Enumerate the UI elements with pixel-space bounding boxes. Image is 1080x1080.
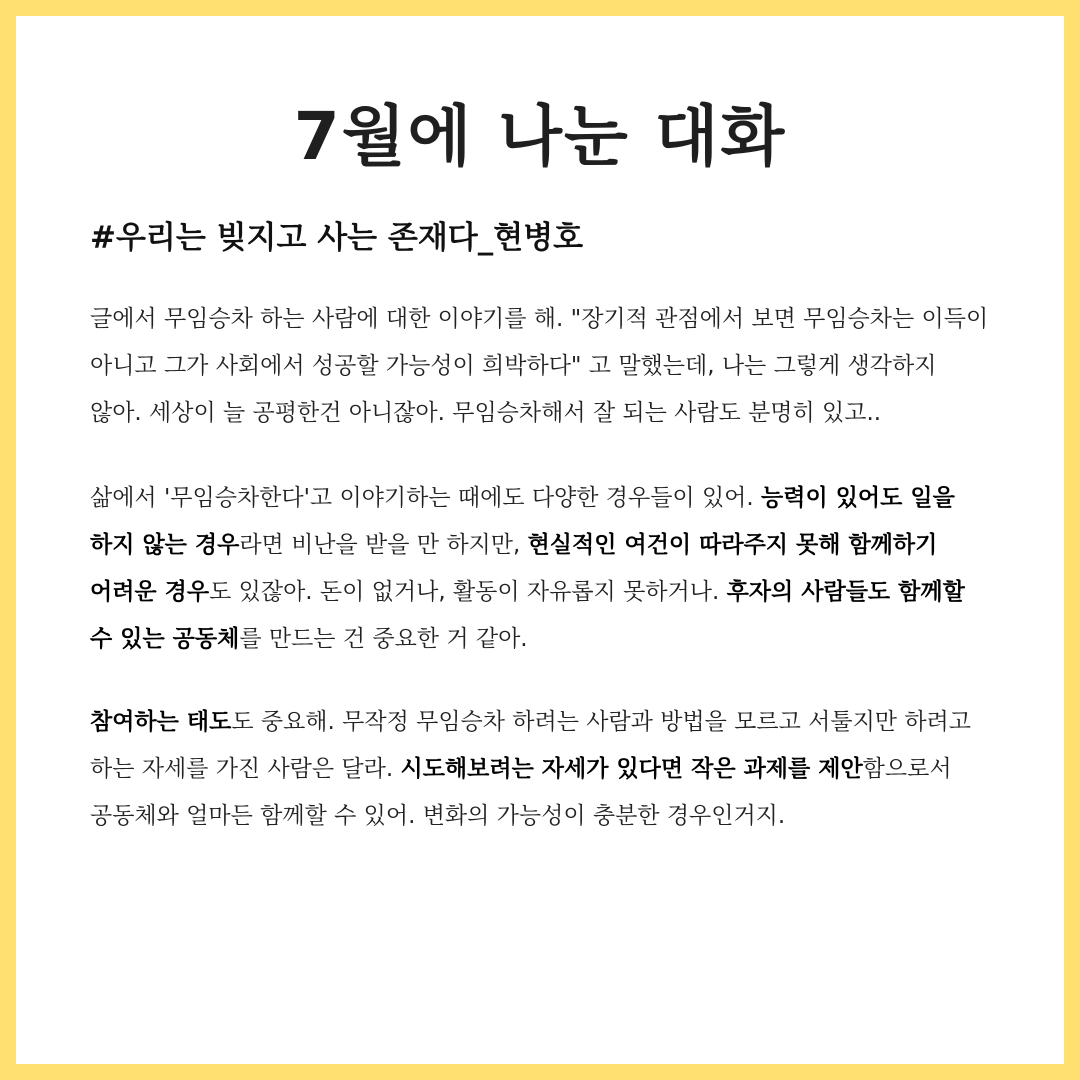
content-card [16, 16, 1064, 1064]
bold-segment: 참여하는 태도 [90, 709, 232, 735]
text-segment: 도 있잖아. 돈이 없거나, 활동이 자유롭지 못하거나. [209, 579, 727, 605]
bold-segment: 후자의 사람들도 함께할 수 있는 공동체 [90, 579, 965, 652]
paragraph-2 [90, 475, 990, 663]
text-segment: 를 만드는 건 중요한 거 같아. [239, 626, 528, 652]
text-segment: 라면 비난을 받을 만 하지만, [239, 532, 528, 558]
bold-segment: 시도해보려는 자세가 있다면 작은 과제를 제안 [400, 756, 863, 782]
text-segment: 함으로서 공동체와 얼마든 함께할 수 있어. 변화의 가능성이 충분한 경우인거지. [90, 756, 952, 829]
text-segment: 도 중요해. 무작정 무임승차 하려는 사람과 방법을 모르고 서툴지만 하려고 하는 자세를 가진 사람은 달라. [90, 709, 971, 782]
text-segment: 글에서 무임승차 하는 사람에 대한 이야기를 해. "장기적 관점에서 보면 무임승차는 이득이 아니고 그가 사회에서 성공할 가능성이 희박하다" 고 말했는데, 나는 그렇게 생각하지 않아. 세상이 늘 공평한건 아니잖아. 무임승차해서 잘 되는 사람도 분명히 있고.. [90, 306, 989, 426]
paragraph-1 [90, 296, 990, 437]
text-segment: 삶에서 '무임승차한다'고 이야기하는 때에도 다양한 경우들이 있어. [90, 485, 762, 511]
page-title: 7월에 나눈 대화 [293, 98, 787, 175]
paragraph-3 [90, 699, 990, 840]
bold-segment: 능력이 있어도 일을 하지 않는 경우 [90, 485, 955, 558]
article-subtitle: #우리는 빚지고 사는 존재다_현병호 [90, 220, 584, 256]
bold-segment: 현실적인 여건이 따라주지 못해 함께하기 어려운 경우 [90, 532, 938, 605]
